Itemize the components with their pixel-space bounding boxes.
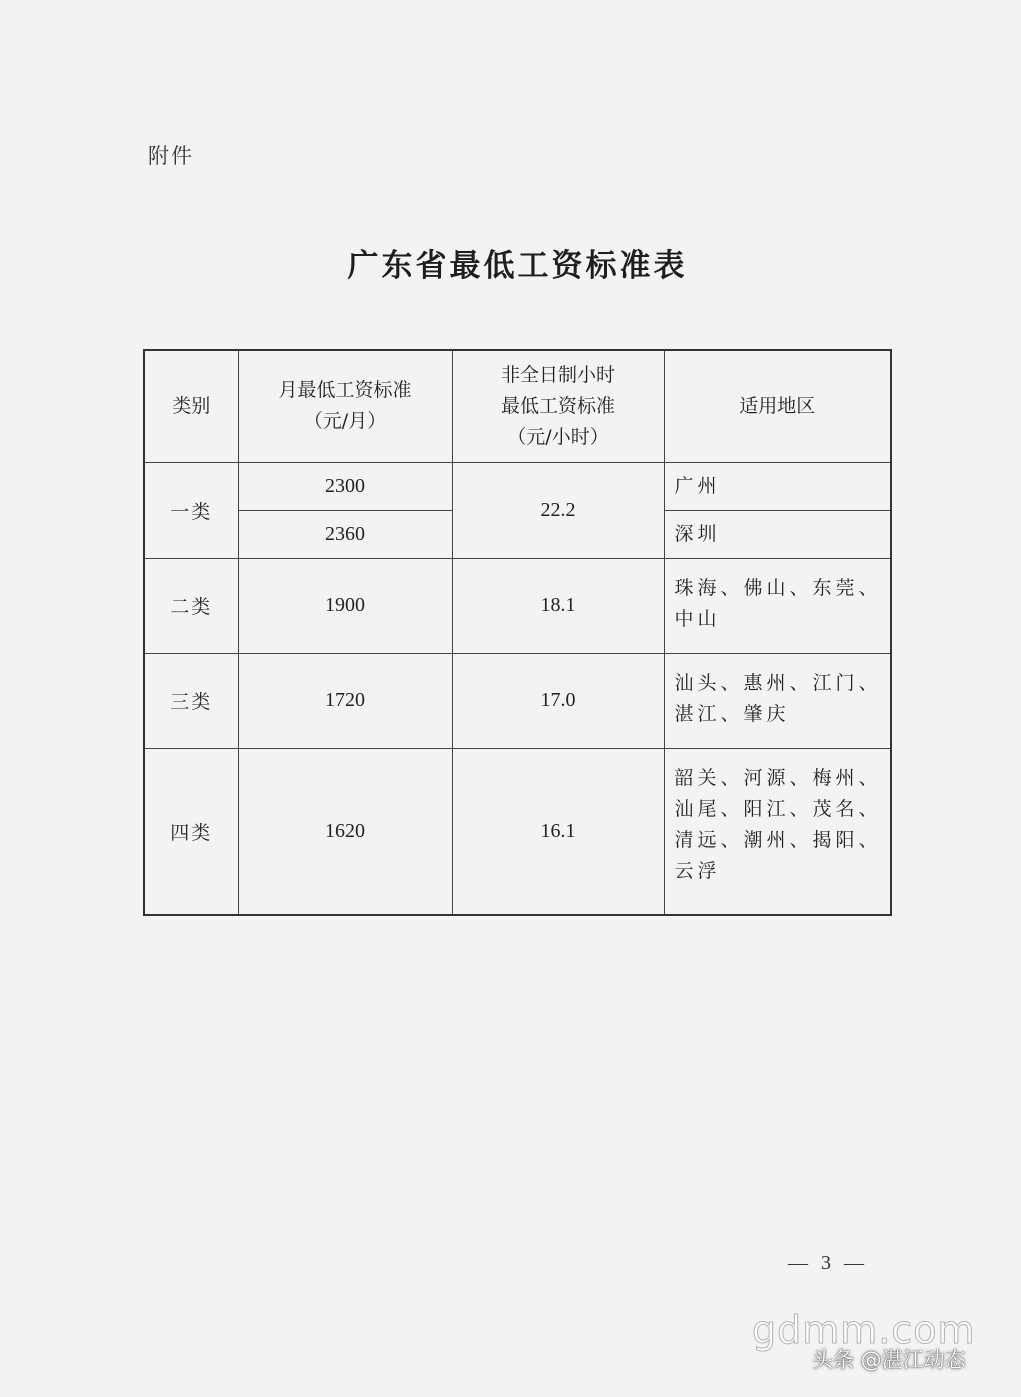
monthly-cell: 2300 bbox=[238, 462, 452, 510]
page-number: — 3 — bbox=[788, 1252, 868, 1274]
region-cell: 韶关、河源、梅州、汕尾、阳江、茂名、清远、潮州、揭阳、云浮 bbox=[664, 748, 891, 915]
category-cell: 三类 bbox=[144, 653, 238, 748]
region-cell: 汕头、惠州、江门、湛江、肇庆 bbox=[664, 653, 891, 748]
hourly-cell: 22.2 bbox=[452, 462, 664, 558]
header-hourly-line1: 非全日制小时 bbox=[500, 363, 615, 386]
region-cell: 珠海、佛山、东莞、中山 bbox=[664, 558, 891, 653]
header-hourly-line3: （元/小时） bbox=[507, 425, 609, 448]
header-hourly-line2: 最低工资标准 bbox=[500, 394, 615, 417]
table-row bbox=[144, 558, 891, 653]
category-cell: 四类 bbox=[144, 748, 238, 915]
document-title: 广东省最低工资标准表 bbox=[347, 248, 688, 284]
minimum-wage-table bbox=[143, 349, 892, 916]
table-row bbox=[144, 653, 891, 748]
monthly-cell: 2360 bbox=[238, 510, 452, 558]
hourly-cell: 17.0 bbox=[452, 653, 664, 748]
region-cell: 深圳 bbox=[664, 510, 891, 558]
monthly-cell: 1900 bbox=[238, 558, 452, 653]
table-header-row bbox=[144, 350, 891, 462]
category-cell: 一类 bbox=[144, 462, 238, 558]
header-hourly bbox=[452, 350, 664, 462]
category-cell: 二类 bbox=[144, 558, 238, 653]
header-category: 类别 bbox=[144, 350, 238, 462]
attachment-label: 附件 bbox=[148, 144, 194, 168]
watermark-source: 头条 @湛江动态 bbox=[812, 1348, 966, 1372]
hourly-cell: 18.1 bbox=[452, 558, 664, 653]
monthly-cell: 1620 bbox=[238, 748, 452, 915]
watermark-site: gdmm.com bbox=[752, 1308, 976, 1352]
header-monthly bbox=[238, 350, 452, 462]
table-row bbox=[144, 748, 891, 915]
header-monthly-line2: （元/月） bbox=[303, 410, 387, 433]
hourly-cell: 16.1 bbox=[452, 748, 664, 915]
region-cell: 广州 bbox=[664, 462, 891, 510]
monthly-cell: 1720 bbox=[238, 653, 452, 748]
table-row bbox=[144, 462, 891, 510]
header-region: 适用地区 bbox=[664, 350, 891, 462]
header-monthly-line1: 月最低工资标准 bbox=[278, 379, 412, 402]
